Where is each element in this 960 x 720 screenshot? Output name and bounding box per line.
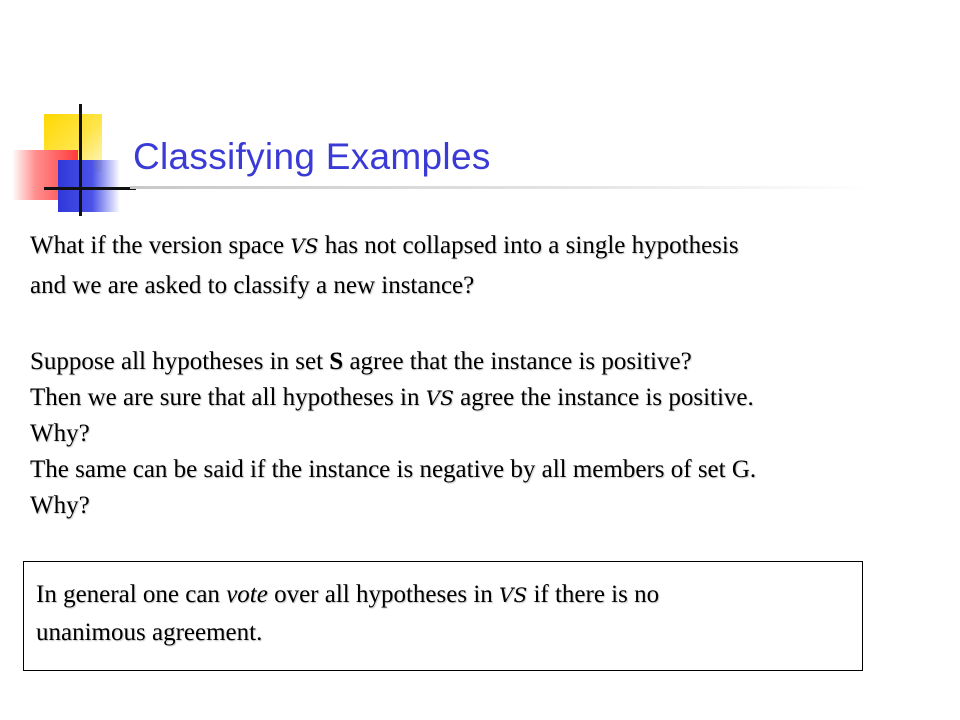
vote-emphasis: vote	[226, 581, 268, 608]
set-s-label: S	[329, 348, 344, 375]
vs-symbol: VS	[499, 583, 528, 607]
logo-vertical-line	[79, 104, 82, 216]
why-question-2: Why?	[30, 492, 90, 519]
paragraph-positive-negative	[30, 344, 756, 524]
para1-line2: and we are asked to classify a new instance?	[30, 272, 475, 299]
blue-square	[58, 160, 120, 212]
para1-text-start: What if the version space	[30, 232, 291, 259]
logo-horizontal-line	[44, 187, 136, 190]
box-text-end: if there is no	[527, 581, 660, 608]
voting-note-box	[23, 561, 863, 671]
box-line2: unanimous agreement.	[36, 619, 263, 646]
para2-line2-start: Then we are sure that all hypotheses in	[30, 384, 426, 411]
vs-symbol: VS	[290, 234, 319, 258]
para2-line2-end: agree the instance is positive.	[453, 384, 754, 411]
decorative-logo	[0, 0, 140, 230]
why-question-1: Why?	[30, 420, 90, 447]
para2-line4: The same can be said if the instance is negative by all members of set G.	[30, 456, 757, 483]
slide-title: Classifying Examples	[133, 136, 491, 177]
voting-note-text	[36, 576, 659, 652]
box-text-mid: over all hypotheses in	[267, 581, 500, 608]
para2-line1-start: Suppose all hypotheses in set	[30, 348, 330, 375]
title-underline	[130, 186, 875, 189]
para2-line1-end: agree that the instance is positive?	[343, 348, 692, 375]
box-text-start: In general one can	[36, 581, 227, 608]
vs-symbol: VS	[425, 386, 454, 410]
paragraph-version-space	[30, 226, 739, 306]
para1-text-end: has not collapsed into a single hypothesis	[318, 232, 739, 259]
